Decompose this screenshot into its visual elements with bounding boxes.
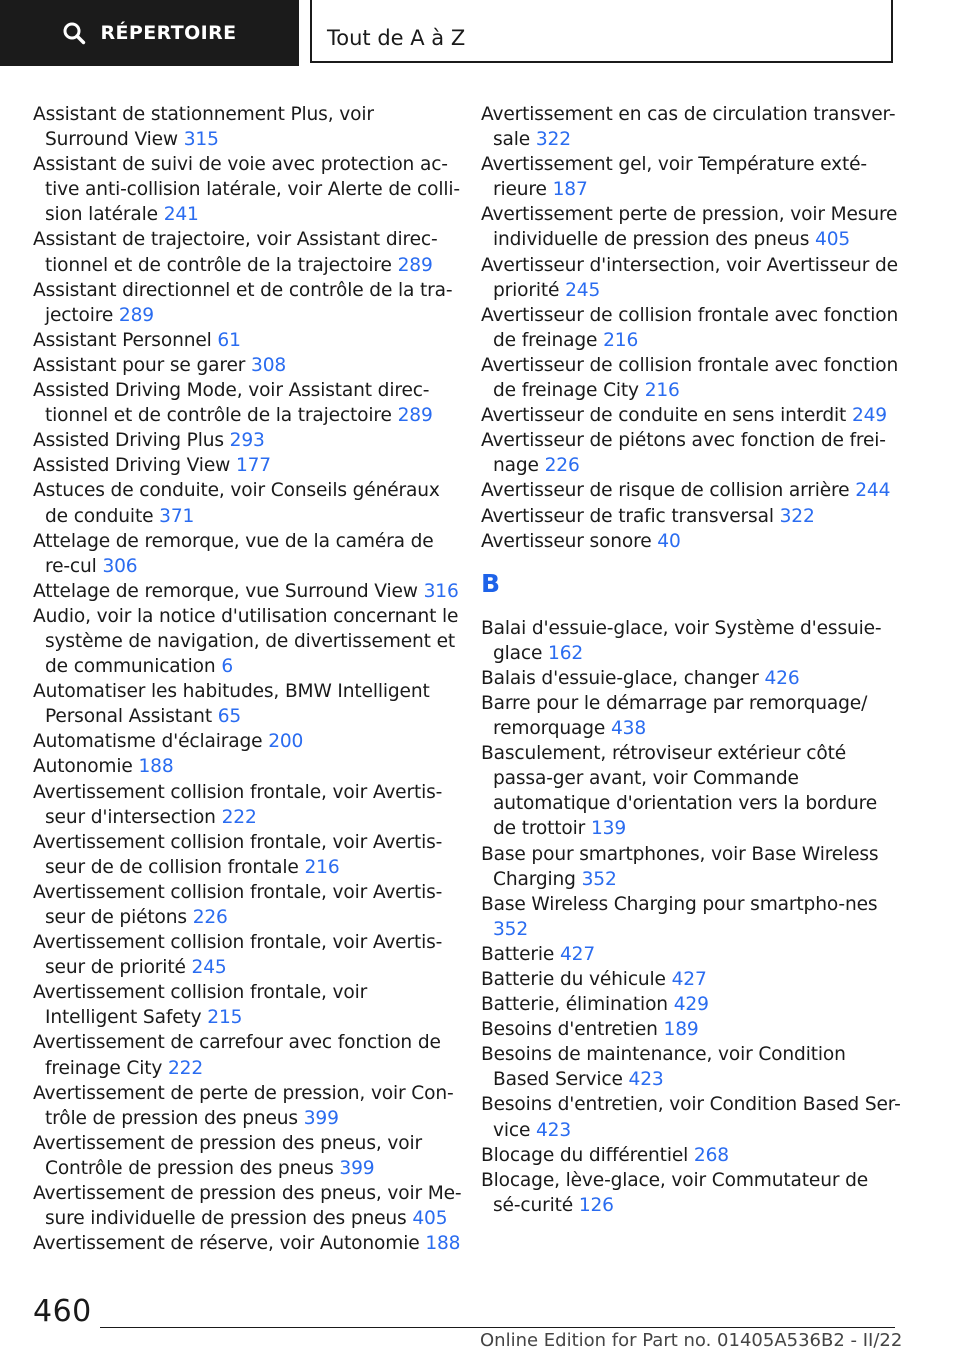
entry-term: Batterie du véhicule bbox=[481, 969, 666, 990]
entry-page-link[interactable]: 308 bbox=[251, 354, 287, 376]
index-entry bbox=[33, 604, 463, 679]
entry-term: Avertissement de pression des pneus, voir Me-sure individuelle de pression des pneus bbox=[33, 1183, 462, 1230]
edition-text: Online Edition for Part no. 01405A536B2 - II/22 bbox=[480, 1330, 903, 1351]
index-column-left bbox=[33, 102, 463, 1256]
entry-term: Base pour smartphones, voir Base Wireless Charging bbox=[481, 843, 879, 890]
entry-term: Automatiser les habitudes, BMW Intelligent Personal Assistant bbox=[33, 681, 430, 728]
entry-page-link[interactable]: 316 bbox=[423, 580, 459, 602]
index-entry bbox=[481, 202, 901, 252]
entry-page-link[interactable]: 187 bbox=[552, 179, 588, 201]
index-entry bbox=[33, 1181, 463, 1231]
index-entry bbox=[481, 152, 901, 202]
entry-term: Besoins d'entretien bbox=[481, 1019, 658, 1041]
index-entry bbox=[33, 579, 463, 604]
entry-page-link[interactable]: 352 bbox=[581, 868, 617, 890]
entry-term: Avertissement collision frontale, voir Avertis-seur d'intersection bbox=[33, 781, 443, 828]
entry-term: Automatisme d'éclairage bbox=[33, 731, 263, 753]
index-entry bbox=[481, 1143, 901, 1168]
entry-page-link[interactable]: 222 bbox=[167, 1057, 204, 1079]
index-entry bbox=[481, 1092, 901, 1142]
index-entry bbox=[33, 353, 463, 378]
index-entry bbox=[33, 378, 463, 428]
index-entry bbox=[33, 152, 463, 227]
index-entry bbox=[481, 504, 901, 529]
index-entry bbox=[481, 741, 901, 841]
entry-term: Audio, voir la notice d'utilisation concernant le système de navigation, de divertissement et de communication bbox=[33, 605, 459, 678]
entry-page-link[interactable]: 293 bbox=[229, 430, 265, 452]
footer-divider bbox=[100, 1327, 895, 1328]
entry-term: Balai d'essuie-glace, voir Système d'essuie-glace bbox=[481, 617, 882, 664]
section-letter: B bbox=[481, 568, 501, 598]
index-entry bbox=[481, 529, 901, 554]
entry-page-link[interactable]: 222 bbox=[221, 806, 257, 828]
entry-term: Avertissement gel, voir Température exté-rieure bbox=[481, 154, 867, 201]
entry-term: Avertissement collision frontale, voir Avertis-seur de piétons bbox=[33, 881, 443, 928]
entry-page-link[interactable]: 426 bbox=[764, 667, 800, 689]
index-entry bbox=[33, 529, 463, 579]
entry-term: Batterie bbox=[481, 943, 555, 965]
entry-page-link[interactable]: 427 bbox=[560, 943, 596, 965]
entry-page-link[interactable]: 249 bbox=[851, 405, 887, 427]
index-entry bbox=[33, 227, 463, 277]
entry-term: Batterie, élimination bbox=[481, 994, 668, 1016]
index-entry bbox=[33, 880, 463, 930]
index-entry bbox=[481, 428, 901, 478]
entry-term: Avertissement en cas de circulation transver-sale bbox=[481, 104, 896, 151]
entry-page-link[interactable]: 241 bbox=[163, 204, 199, 226]
page-number: 460 bbox=[33, 1294, 92, 1329]
entry-page-link[interactable]: 427 bbox=[671, 969, 707, 990]
entry-page-link[interactable]: 216 bbox=[644, 380, 680, 402]
index-entry bbox=[33, 453, 463, 478]
entry-page-link[interactable]: 188 bbox=[425, 1233, 461, 1255]
entry-term: Besoins de maintenance, voir Condition Based Service bbox=[481, 1044, 846, 1091]
entry-page-link[interactable]: 216 bbox=[603, 329, 639, 351]
entry-page-link[interactable]: 423 bbox=[536, 1119, 572, 1141]
entry-term: Attelage de remorque, vue Surround View bbox=[33, 580, 418, 602]
search-icon bbox=[62, 21, 86, 45]
index-entry bbox=[33, 930, 463, 980]
entry-term: Barre pour le démarrage par remorquage/ remorquage bbox=[481, 692, 868, 740]
entry-page-link[interactable]: 405 bbox=[815, 229, 851, 251]
index-entry bbox=[33, 780, 463, 830]
entry-term: Avertissement collision frontale, voir Avertis-seur de de collision frontale bbox=[33, 831, 443, 878]
index-entry bbox=[481, 992, 901, 1017]
index-entry bbox=[33, 1081, 463, 1131]
index-entry bbox=[481, 1017, 901, 1042]
index-entry bbox=[481, 842, 901, 892]
entry-term: Avertissement de perte de pression, voir Con-trôle de pression des pneus bbox=[33, 1082, 454, 1129]
entry-term: Autonomie bbox=[33, 756, 133, 778]
index-entry bbox=[33, 830, 463, 880]
index-entry bbox=[33, 1131, 463, 1181]
entry-page-link[interactable]: 139 bbox=[590, 818, 626, 840]
repertoire-button[interactable] bbox=[0, 0, 299, 66]
entry-page-link[interactable]: 399 bbox=[339, 1157, 375, 1179]
index-entry bbox=[481, 967, 901, 992]
entry-page-link[interactable]: 315 bbox=[183, 129, 219, 151]
entry-page-link[interactable]: 289 bbox=[397, 405, 433, 427]
entry-term: Assistant Personnel bbox=[33, 329, 212, 351]
entry-term: Astuces de conduite, voir Conseils généraux de conduite bbox=[33, 480, 440, 527]
index-entry bbox=[33, 980, 463, 1030]
index-entry bbox=[33, 278, 463, 328]
entry-page-link[interactable]: 162 bbox=[548, 642, 584, 664]
entry-term: Avertissement de pression des pneus, voir Contrôle de pression des pneus bbox=[33, 1132, 422, 1179]
index-group-a bbox=[481, 102, 901, 554]
entry-term: Balais d'essuie-glace, changer bbox=[481, 667, 759, 689]
entry-term: Assistant directionnel et de contrôle de la tra-jectoire bbox=[33, 279, 453, 326]
index-entry bbox=[33, 1231, 463, 1256]
index-entry bbox=[481, 1042, 901, 1092]
entry-term: Blocage du différentiel bbox=[481, 1144, 689, 1166]
entry-page-link[interactable]: 438 bbox=[610, 718, 647, 740]
entry-term: Avertisseur de risque de collision arrière bbox=[481, 480, 850, 502]
entry-page-link[interactable]: 226 bbox=[192, 907, 228, 928]
index-entry bbox=[481, 942, 901, 967]
index-entry bbox=[481, 403, 901, 428]
entry-term: Avertissement perte de pression, voir Mesure individuelle de pression des pneus bbox=[481, 204, 898, 251]
index-entry bbox=[481, 666, 901, 691]
index-entry bbox=[33, 1030, 463, 1080]
entry-term: Base Wireless Charging pour smartpho-nes bbox=[481, 893, 878, 915]
index-entry bbox=[33, 102, 463, 152]
entry-page-link[interactable]: 268 bbox=[693, 1144, 729, 1166]
index-entry bbox=[481, 102, 901, 152]
entry-page-link[interactable]: 65 bbox=[217, 706, 242, 728]
entry-term: Avertisseur de trafic transversal bbox=[481, 505, 774, 527]
entry-page-link[interactable]: 177 bbox=[235, 455, 271, 477]
entry-term: Assisted Driving Plus bbox=[33, 430, 224, 452]
index-entry bbox=[33, 754, 463, 779]
entry-term: Avertisseur de collision frontale avec fonction de freinage bbox=[481, 304, 899, 351]
entry-term: Avertisseur d'intersection, voir Avertisseur de priorité bbox=[481, 254, 898, 301]
entry-page-link[interactable]: 289 bbox=[118, 304, 154, 326]
index-entry bbox=[481, 478, 901, 503]
entry-term: Besoins d'entretien, voir Condition Based Ser-vice bbox=[481, 1094, 901, 1141]
entry-term: Attelage de remorque, vue de la caméra de re-cul bbox=[33, 530, 434, 577]
entry-term: Avertisseur sonore bbox=[481, 530, 652, 552]
entry-term: Assistant pour se garer bbox=[33, 354, 246, 376]
entry-page-link[interactable]: 40 bbox=[657, 530, 681, 552]
entry-term: Avertissement de carrefour avec fonction de freinage City bbox=[33, 1032, 441, 1079]
entry-term: Avertisseur de collision frontale avec fonction de freinage City bbox=[481, 354, 899, 402]
entry-term: Avertissement collision frontale, voir Intelligent Safety bbox=[33, 982, 368, 1029]
entry-term: Assistant de suivi de voie avec protection ac-tive anti-collision latérale, voir Alerte de colli-sion latérale bbox=[33, 154, 460, 226]
tab-a-to-z[interactable] bbox=[310, 0, 893, 63]
index-entry bbox=[481, 691, 901, 741]
index-entry bbox=[481, 892, 901, 942]
entry-term: Assistant de trajectoire, voir Assistant direc-tionnel et de contrôle de la trajectoire bbox=[33, 229, 438, 276]
index-entry bbox=[481, 253, 901, 303]
index-column-right bbox=[481, 102, 901, 1218]
entry-page-link[interactable]: 423 bbox=[628, 1069, 664, 1091]
entry-term: Avertisseur de piétons avec fonction de frei-nage bbox=[481, 430, 886, 477]
entry-page-link[interactable]: 216 bbox=[304, 856, 340, 878]
entry-page-link[interactable]: 352 bbox=[493, 918, 529, 940]
header bbox=[0, 0, 960, 66]
entry-page-link[interactable]: 399 bbox=[303, 1107, 339, 1129]
index-entry bbox=[33, 428, 463, 453]
repertoire-label: RÉPERTOIRE bbox=[100, 22, 237, 44]
index-entry bbox=[481, 616, 901, 666]
entry-page-link[interactable]: 244 bbox=[855, 480, 891, 502]
tab-a-to-z-label: Tout de A à Z bbox=[327, 26, 466, 50]
entry-term: Assisted Driving Mode, voir Assistant direc-tionnel et de contrôle de la trajectoire bbox=[33, 380, 430, 427]
entry-page-link[interactable]: 200 bbox=[268, 731, 304, 753]
index-entry bbox=[481, 303, 901, 353]
entry-term: Avertissement collision frontale, voir Avertis-seur de priorité bbox=[33, 932, 443, 979]
entry-term: Blocage, lève-glace, voir Commutateur de sé-curité bbox=[481, 1169, 869, 1216]
entry-term: Basculement, rétroviseur extérieur côté passa-ger avant, voir Commande automatique d'orientation vers la bordure de trottoir bbox=[481, 743, 878, 840]
entry-page-link[interactable]: 215 bbox=[207, 1007, 243, 1029]
entry-page-link[interactable]: 245 bbox=[565, 279, 601, 301]
entry-page-link[interactable]: 322 bbox=[779, 505, 815, 527]
entry-page-link[interactable]: 226 bbox=[544, 455, 580, 477]
index-entry bbox=[33, 679, 463, 729]
entry-page-link[interactable]: 189 bbox=[663, 1019, 699, 1041]
index-entry bbox=[33, 328, 463, 353]
entry-page-link[interactable]: 371 bbox=[159, 505, 195, 527]
entry-page-link[interactable]: 188 bbox=[138, 756, 174, 778]
index-entry bbox=[33, 478, 463, 528]
index-group-b bbox=[481, 616, 901, 1218]
entry-page-link[interactable]: 405 bbox=[412, 1208, 448, 1230]
entry-page-link[interactable]: 61 bbox=[217, 329, 241, 351]
entry-term: Avertisseur de conduite en sens interdit bbox=[481, 405, 847, 427]
entry-term: Avertissement de réserve, voir Autonomie bbox=[33, 1233, 420, 1255]
entry-term: Assistant de stationnement Plus, voir Surround View bbox=[33, 104, 374, 151]
entry-page-link[interactable]: 306 bbox=[102, 555, 138, 577]
entry-page-link[interactable]: 126 bbox=[578, 1194, 614, 1216]
entry-page-link[interactable]: 6 bbox=[221, 656, 233, 678]
entry-page-link[interactable]: 289 bbox=[397, 254, 433, 276]
entry-page-link[interactable]: 429 bbox=[673, 994, 709, 1016]
index-entry bbox=[481, 353, 901, 403]
entry-term: Assisted Driving View bbox=[33, 455, 231, 477]
index-entry bbox=[33, 729, 463, 754]
entry-page-link[interactable]: 245 bbox=[191, 957, 227, 979]
index-entry bbox=[481, 1168, 901, 1218]
entry-page-link[interactable]: 322 bbox=[535, 129, 571, 151]
